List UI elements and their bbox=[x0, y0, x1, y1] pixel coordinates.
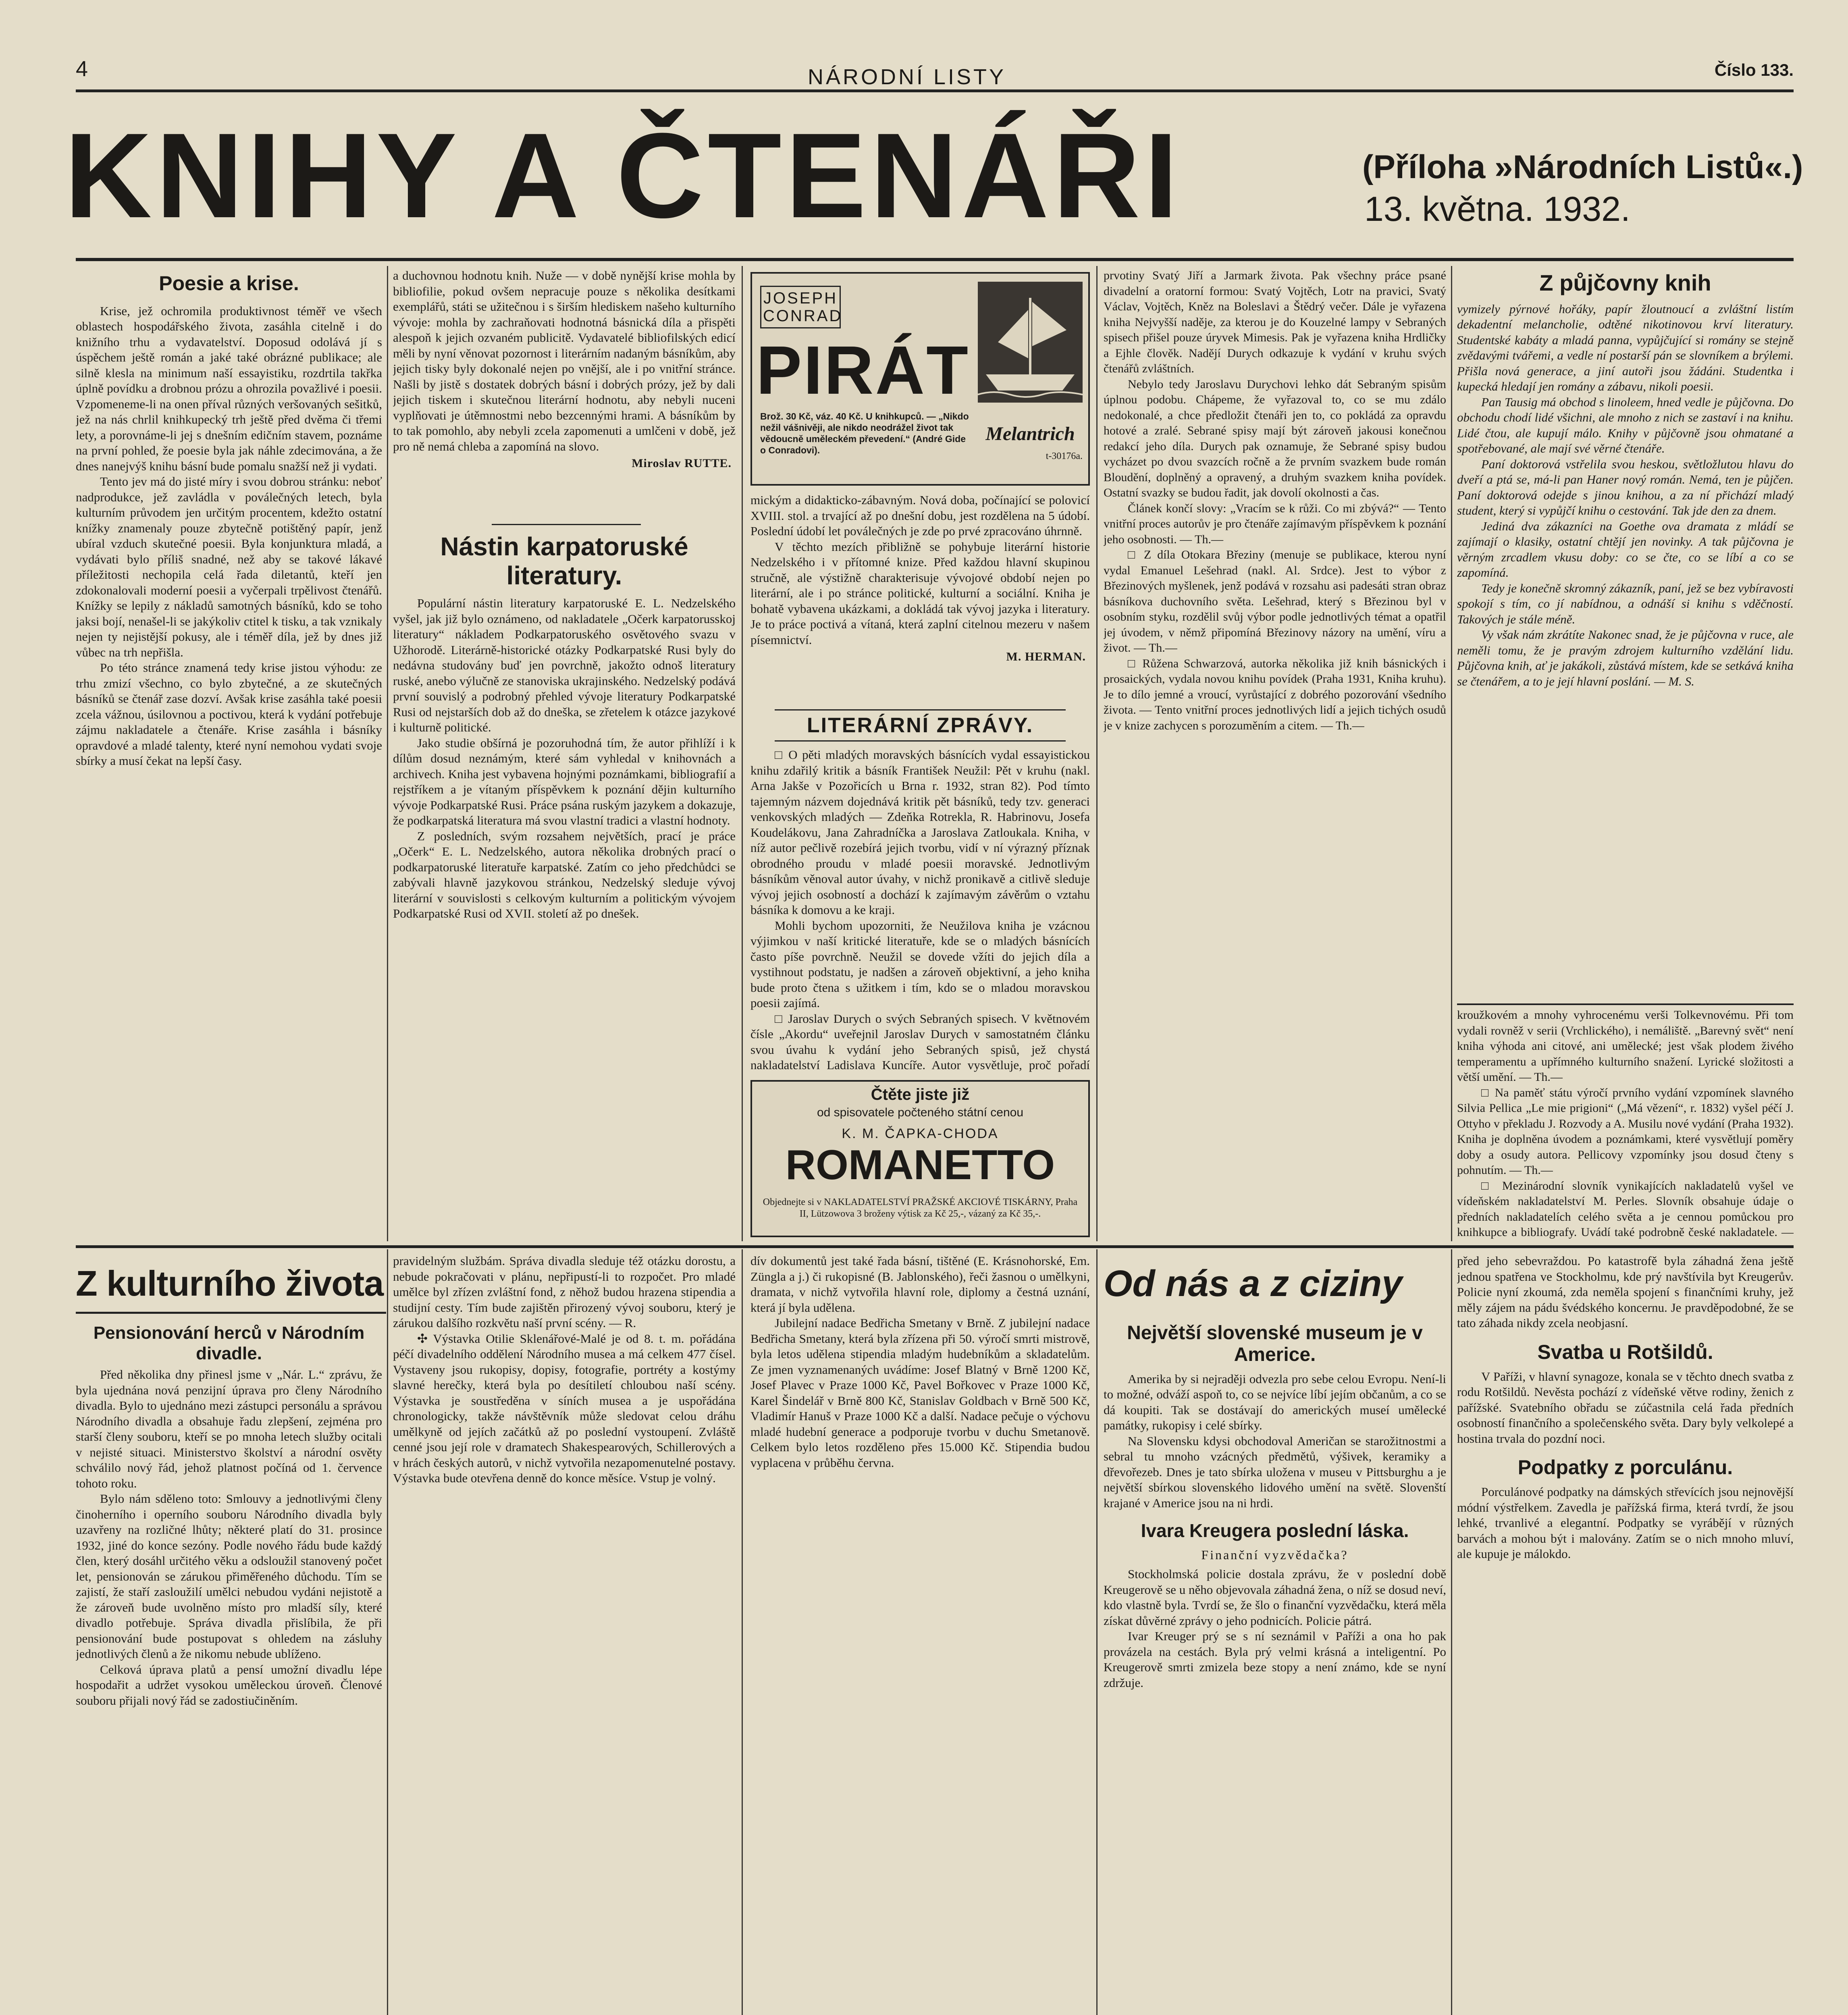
news-item: □ Na paměť státu výročí prvního vydání vzpomínek slavného Silvia Pellica „Le mie prigioni“ („Má vězení“, r. 1832) vyšel péčí J. Ottyho v překladu J. Rozvody a A. Musilu nové vydání (Praha 1932). Kniha je doplněna úvodem a poznámkami, které vysvětlují poměry doby a osudy autora. Pellicovy vzpomínky jsou dosud čteny s pohnutím. — Th.— bbox=[1457, 1086, 1794, 1177]
paragraph: Bylo nám sděleno toto: Smlouvy a jednotlivými členy činoherního i operního souboru Národního divadla byly uzavřeny na rozličné lhůty; některé platí do 31. prosince 1932, jiné do konce sezóny. Podle nového řádu bude každý člen, který dosáhl určitého věku a odsloužil stanovený počet let, pensionován se zárukou přiměřeného důchodu. Tím se zajistí, že staří zasloužilí umělci nebudou vydáni nejistotě a že zároveň bude uvolněno místo pro mladší síly, které divadlo potřebuje. Správa divadla přislíbila, že při pensionování bude postupovat s ohledem na zásluhy jednotlivých členů a že nikomu nebude ublíženo. bbox=[76, 1492, 382, 1661]
advertisement-pirat[interactable] bbox=[750, 272, 1090, 486]
paragraph: Paní doktorová vstřelila svou heskou, světložlutou hlavu do dveří a ptá se, má-li pan Haner nový román. Nemá, ten je půjčen. Paní doktorová odejde s jinou knihou, a za ní přichází mladý student, který si vypůjčí knihu o cestování. Tak jde den za dnem. bbox=[1457, 457, 1794, 518]
divider bbox=[1457, 1003, 1794, 1005]
column-divider bbox=[1451, 266, 1452, 1241]
article-pujcovny bbox=[1457, 268, 1794, 997]
paragraph: prvotiny Svatý Jiří a Jarmark života. Pak všechny práce psané divadelní a oratorní formou: Svatý Vojtěch, Lotr na pravici, Svatý Václav, Vojtěch, Kněz na Boleslavi a Štědrý večer. Dále je vyřazena kniha Nejvyšší naděje, za kterou je do Kouzelné lampy v Sebraných spisech přišel pouze úryvek Mimesis. Pak je vyřazena kniha Hrdličky a Ejhle člověk. Nadějí Durych odkazuje k vydání v kruhu svých čtenářů zvláštních. bbox=[1104, 269, 1446, 375]
paragraph: a duchovnou hodnotu knih. Nuže — v době nynější krise mohla by bibliofilie, pokud ovšem nepracuje pouze s několika desítkami exemplářů, státi se užitečnou i s širším hlediskem našeho kulturního vývoje: mohla by zachraňovati hodnotná básnická díla a přispěti alespoň k jejich ozvaném publicitě. Vydavatelé bibliofilských edicí měli by nyní věnovat pozornost i literárním nadaným básníkům, aby jejich tisky byly dokonalé nejen po vnější, ale i po vnitřní stránce. Našli by jistě s dostatek dobrých básní i dobrých prózy, jež by dali jejich tiskem i skutečnou literární hodnotu, aby nebyli nuceni vyplňovati je útěmnostmi nebo bezcennými hrami. A básníkům by to tak pomohlo, aby nebyli zcela zapomenuti a umlčeni v době, jež pro ně nemá chleba a zapomíná na slovo. bbox=[393, 268, 736, 453]
article-title: Největší slovenské museum je v Americe. bbox=[1127, 1322, 1423, 1365]
news-item: kroužkovém a mnohy vyhrocenému verši Tolkevnovému. Při tom vydali rovněž v serii (Vrchlického), i nemáliště. „Barevný svět“ není kniha výhoda ani citové, ani umělecké; jest však plodem živého temperamentu a upřímného kulturního snažení. Lyrické složitosti a větší umění. — Th.— bbox=[1457, 1008, 1794, 1084]
paragraph: pravidelným službám. Správa divadla sleduje též otázku dorostu, a nebude pokračovati v plánu, nepřipustí-li to rozpočet. Pro mladé umělce byl zřízen zvláštní fond, z něhož budou hrazena stipendia a studijní cesty. Tím bude zajištěn přirozený vývoj souboru, který je zárukou dalšího rozkvětu naší první scény. — R. bbox=[393, 1254, 736, 1330]
column-divider bbox=[742, 266, 743, 1241]
news-item: ✣ Výstavka Otilie Sklenářové-Malé je od 8. t. m. pořádána péčí divadelního oddělení Národního musea a má celkem 477 čísel. Vystaveny jsou rukopisy, dopisy, fotografie, portréty a kostýmy slavné herečky, která byla po desítiletí chloubou naší scény. Výstavka je soustředěna v síních musea a je uspořádána chronologicky, takže návštěvník může sledovat celou dráhu umělkyně od jejích začátků až po poslední vystoupení. Zvláště cenné jsou její role v dramatech Shakespearových, Schillerových a v hrách českých autorů, v nichž vytvořila nezapomenutelné postavy. Výstavka bude otevřena denně do konce měsíce. Vstup je volný. bbox=[393, 1331, 736, 1485]
ad-author: JOSEPH CONRAD bbox=[760, 286, 841, 328]
ad-title: PIRÁT bbox=[756, 332, 970, 409]
paragraph: Na Slovensku kdysi obchodoval Američan se starožitnostmi a sebral tu mnoho vzácných předmětů, výšivek, keramiky a dřevořezeb. Dnes je tato sbírka uložena v museu v Pittsburghu a je největší sbírkou slovenského lidového umění na světě. Slovenští krajané v Americe jsou na ni hrdi. bbox=[1104, 1433, 1446, 1510]
paragraph: Po této stránce znamená tedy krise jistou výhodu: ze trhu zmizí všechno, co bylo zbytečné, a ze skutečných básníků se čtenář zase dozví. Avšak krise zasáhla také poesii zcela vážnou, úsilovnou a poctivou, která k vydání potřebuje zájmu nakladatele a čtenáře. Krise zasáhla i básníky opravdové a mladé talenty, které nyní nemohou vydati svoje sbírky a musí čekat na lepší časy. bbox=[76, 661, 382, 768]
section-title-odnas: Od nás a z ciziny bbox=[1104, 1263, 1403, 1304]
paragraph: Populární nástin literatury karpatoruské E. L. Nedzelského vyšel, jak již bylo oznámeno, od nakladatele „Očerk karpatorusskoj literatury“ nákladem Podkarpatoruského osvětového svazu v Užhorodě. Literárně-historické otázky Podkarpatské Rusi byly do nedávna studovány buď jen povrchně, jakožto odnoš literatury ruské, anebo výlučně ze stanoviska ukrajinského. Nedzelský podává první souvislý a podrobný přehled vývoje literatury Podkarpatské Rusi od nejstarších dob až do dneška, se zřetelem k otázce jazykové i kulturně politické. bbox=[393, 596, 736, 735]
article-poesie bbox=[76, 268, 382, 1241]
ad-author: K. M. ČAPKA-CHODA bbox=[842, 1126, 999, 1141]
ad-code: t-30176a. bbox=[1046, 451, 1083, 461]
paragraph: Jako studie obšírná je pozoruhodná tím, že autor přihlíží i k dílům dosud neznámým, které sám vyhledal v knihovnách a archivech. Kniha jest vybavena hojnými poznámkami, bibliografií a rejstříkem a je vítaným příspěvkem k poznání dějin kulturního vývoje Podkarpatské Rusi. Práce psána ruským jazykem a dokazuje, že podkarpatská literatura má svou vlastní tradici a vlastní hodnoty. bbox=[393, 735, 736, 828]
ad-sub: od spisovatele počteného státní cenou bbox=[817, 1106, 1024, 1119]
page-number: 4 bbox=[76, 57, 88, 81]
paragraph: Článek končí slovy: „Vracím se k růži. Co mi zbývá?“ — Tento vnitřní proces autorův je pro čtenáře zajímavým příspěvkem k poznání jeho osobnosti. — Th.— bbox=[1104, 501, 1446, 546]
article-odnas bbox=[1104, 1320, 1446, 2015]
paragraph: Amerika by si nejraději odvezla pro sebe celou Evropu. Není-li to možné, odváží aspoň to, co se nejvíce líbí jejím občanům, a co se dá koupiti. Tak se dostávají do amerických museí umělecké památky, rukopisy i celé sbírky. bbox=[1104, 1371, 1446, 1432]
paragraph: Celková úprava platů a pensí umožní divadlu lépe hospodařit a udržet vysokou uměleckou úroveň. Členové souboru přijali nový řád se zadostiučiněním. bbox=[76, 1662, 382, 1708]
article-title: Podpatky z porculánu. bbox=[1517, 1456, 1733, 1479]
article-title: Svatba u Rotšildů. bbox=[1537, 1340, 1713, 1363]
article-title: Ivara Kreugera poslední láska. bbox=[1141, 1520, 1409, 1541]
paragraph: vymizely pýrnové hořáky, papír žloutnoucí a zvláštní listím dekadentní melancholie, odtěné nikotinovou krví literatury. Studentské kabáty a mladá panna, vypůjčující si romány se stejně zvědavými tvářemi, a vedle ní postarší pán se slovníkem a brýlemi. Přišla nová generace, a jiní autoři jsou žádáni. Studentka i kupecká hledají jen romány a zábavu, nikoli poesii. bbox=[1457, 301, 1794, 394]
ship-illustration-icon bbox=[978, 282, 1083, 403]
paragraph: V Paříži, v hlavní synagoze, konala se v těchto dnech svatba z rodu Rotšildů. Nevěsta pochází z vídeňské větve rodiny, ženich z pařížské. Svatebního obřadu se zúčastnila celá řada předních osobností finančního a společenského světa. Dary byly velkolepé a hostina trvala do pozdní noci. bbox=[1457, 1369, 1794, 1446]
paragraph: Porculánové podpatky na dámských střevících jsou nejnovější módní výstřelkem. Zavedla je pařížská firma, která tvrdí, že jsou lehké, trvanlivé a elegantní. Podpatky se vyrábějí v různých barvách a mohou být i malovány. Zatím se o nich mnoho mluví, ale kupuje je málokdo. bbox=[1457, 1485, 1794, 1561]
divider bbox=[492, 524, 641, 525]
signature: Miroslav RUTTE. bbox=[632, 457, 732, 470]
news-item: Jubilejní nadace Bedřicha Smetany v Brně. Z jubilejní nadace Bedřicha Smetany, která byla zřízena při 50. výročí smrti mistrově, byla letos udělena stipendia mladým hudebníkům a skladatelům. Ze jmen vyznamenaných uvádíme: Josef Blatný v Brně 1200 Kč, Josef Plavec v Praze 1000 Kč, Pavel Bořkovec v Praze 1000 Kč, Karel Šindelář v Brně 800 Kč, Stanislav Goldbach v Brně 500 Kč, Vladimír Hanuš v Praze 1000 Kč a další. Nadace pečuje o výchovu mladé hudební generace a podporuje tvorbu v duchu Smetanově. Celkem bylo letos rozděleno přes 15.000 Kč. Stipendia budou vyplacena v průběhu června. bbox=[750, 1316, 1090, 1470]
article-sklenarova bbox=[393, 1253, 736, 2015]
header-rule bbox=[76, 89, 1794, 92]
supplement-date: 13. května. 1932. bbox=[1364, 190, 1630, 229]
paragraph: Tedy je konečně skromný zákazník, paní, jež se bez vybíravosti spokojí s tím, co jí nabídnou, a odnáší si knihu s vděčností. Takových je stále méně. bbox=[1457, 581, 1794, 626]
paragraph: Ivar Kreuger prý se s ní seznámil v Paříži a ona ho pak provázela na cestách. Byla prý velmi krásná a inteligentní. Po Kreugerově smrti zmizela beze stopy a není známo, kde se nyní zdržuje. bbox=[1104, 1629, 1446, 1690]
article-durych-continued bbox=[1104, 268, 1446, 1241]
paragraph: Tento jev má do jisté míry i svou dobrou stránku: neboť nadprodukce, jež zavládla v poválečných letech, byla kulturním průvodem jen určitým procentem, kdežto ostatní knížky znamenaly pouze zbytečně potištěný papír, jenž ubíral vzduch skutečné poesii. Byla konjunktura mladá, a vydávati bylo příliš snadné, než aby se takové lákavé příležitosti nechopila celá řada diletantů, kteří jen zdokonalovali moderní poesii a vyčerpali trpělivost čtenářů. Knížky se lepily z nákladů samotných básníků, kdo se toho jaksi bojí, nenašel-li se jakýkoliv ctitel k tisku, a tak vznikaly nejen ty nejistější pokusy, ale i téměř díla, jež by dnes již vůbec na trh nepřišla. bbox=[76, 474, 382, 659]
article-subtitle: Finanční vyzvědačka? bbox=[1201, 1547, 1349, 1562]
ad-pre: Čtěte jiste již bbox=[871, 1086, 970, 1103]
masthead-rule bbox=[76, 258, 1794, 261]
supplement-label: (Příloha »Národních Listů«.) bbox=[1362, 149, 1803, 185]
article-bibliofilie bbox=[393, 268, 736, 518]
news-item: □ O pěti mladých moravských básnících vydal essayistickou knihu zdařilý kritik a básník František Neužil: Pět v kruhu (nakl. Arna Jakše v Pozořicích u Brna r. 1932, stran 82). Pod tímto tajemným názvem dojednává kritik pět básníků, tedy tzv. generaci venkovských mladých — Zdeňka Rotrekla, R. Habrinovu, Josefa Koudelákovu, Jana Zahradníčka a Jaroslava Zatloukala. Kniha, v níž autor pečlivě rozebírá jejich tvorbu, vidí v ní výrazný příznak obrodného proudu v mladé poesii moravské. Jednotlivým básníkům věnoval autor úvahy, v nichž pronikavě a citlivě sleduje vývoj jejich osobností a dochází k zajímavým závěrům o vztahu básníka k domovu a ke kraji. bbox=[750, 748, 1090, 917]
ad-publisher: Melantrich bbox=[985, 423, 1075, 445]
section-rule bbox=[76, 1245, 1794, 1248]
article-karpat-continued bbox=[750, 492, 1090, 702]
paragraph: Pan Tausig má obchod s linoleem, hned vedle je půjčovna. Do obchodu chodí lidé všichni, ale mnoho z nich se zastaví i na knihu. Lidé čtou, ale kupují málo. Knihy v půjčovně jsou ohmatané a spotřebované, ale mají své věrné čtenáře. bbox=[1457, 395, 1794, 456]
signature: M. HERMAN. bbox=[1006, 650, 1086, 663]
article-title: Nástin karpatoruské literatury. bbox=[440, 532, 688, 590]
news-item: □ Mezinárodní slovník vynikajících nakladatelů vyšel ve vídeňském nakladatelství M. Perles. Slovník obsahuje údaje o předních nakladatelích celého světa a je cennou pomůckou pro knihkupce a bibliografy. Uvádí také podrobně české nakladatele. — bbox=[1457, 1179, 1794, 1239]
paragraph: před jeho sebevraždou. Po katastrofě byla záhadná žena ještě jednou spatřena ve Stockholmu, kde prý navštívila byt Kreugerův. Policie nyní zkoumá, zda neměla spojení s finančními kruhy, jež měly zájem na pádu švédského koncernu. Je pravděpodobné, že se tato záhada nikdy zcela neobjasní. bbox=[1457, 1254, 1794, 1330]
article-title: Pensionování herců v Národním divadle. bbox=[93, 1323, 365, 1363]
paragraph: Jediná dva zákazníci na Goethe ova dramata z mládí se zajímají o klasiky, ostatní chtějí jen novinky. A tak půjčovna je věrným zrcadlem vkusu doby: co se čte, co se líbí a co se zapomíná. bbox=[1457, 519, 1794, 580]
article-title: Poesie a krise. bbox=[159, 272, 299, 295]
column-divider bbox=[1096, 266, 1098, 1241]
paragraph: Z posledních, svým rozsahem největších, prací je práce „Očerk“ E. L. Nedzelského, autora několika drobných prací o podkarpatoruské literatuře karpatské. Zatím co jeho předchůdci se zabývali hlavně jazykovou stránkou, Nedzelský sleduje vývoj literární v souvislosti s celkovým kulturním a politickým vývojem Podkarpatské Rusi od XVII. století až po dnešek. bbox=[393, 829, 736, 921]
paragraph: Nebylo tedy Jaroslavu Durychovi lehko dát Sebraným spisům úplnou podobu. Chápeme, že vyřazoval to, co se mu zdálo nedokonalé, a chce předložit čtenáři jen to, co pokládá za opravdu hotové a zralé. Sebrané spisy mají být zároveň jakousi konečnou redakcí jeho díla. Durych pak oznamuje, že Sebrané spisy budou vycházet po dvou svazcích ročně a že prvním svazkem bude román Bloudění, doplněný a opravený, a druhým svazkem kniha povídek. Ostatní svazky se budou řadit, jak dovolí okolnosti a čas. bbox=[1104, 377, 1446, 499]
paragraph: Před několika dny přinesl jsme v „Nár. L.“ zprávu, že byla ujednána nová penzijní úprava pro členy Národního divadla. Bylo to ujednáno mezi zástupci personálu a správou Národního divadla a obsahuje řadu zlepšení, zejména pro starší členy souboru, kteří se po mnoha letech služby ocitali v nejisté situaci. Ministerstvo školství a národní osvěty schválilo nový řád, jehož platnost počíná od 1. července tohoto roku. bbox=[76, 1367, 382, 1490]
section-title: LITERÁRNÍ ZPRÁVY. bbox=[775, 709, 1066, 742]
article-ciziny-continued bbox=[1457, 1253, 1794, 2015]
paragraph: mickým a didakticko-zábavným. Nová doba, počínající se polovicí XVIII. stol. a trvající až po dnešní dobu, jest rozdělena na 5 údobí. Poslední údobí let poválečných je zde po prvé zpracováno úhrnně. bbox=[750, 493, 1090, 538]
paragraph: dív dokumentů jest také řada básní, tištěné (E. Krásnohorské, Em. Züngla a j.) či rukopisné (B. Jablonského), řeči žasnou o umělkyni, dramata, v nichž vytvořila hlavní role, diplomy a čestná uznání, která jí byla udělena. bbox=[750, 1254, 1090, 1315]
news-item: □ Růžena Schwarzová, autorka několika již knih básnických i prosaických, vydala novou knihu povídek (Praha 1931, Kniha kruhu). Je to dílo jemné a vroucí, vyrůstající z dobrého pozorování všedního života. — Tento vnitřní proces jednotlivých lidí a jejich tichých osudů je v knize zachycen s porozuměním a citem. — Th.— bbox=[1104, 656, 1446, 732]
issue-number: Číslo 133. bbox=[1714, 60, 1794, 79]
article-karpat bbox=[393, 530, 736, 1241]
literary-notes bbox=[1457, 1008, 1794, 1241]
ad-title: ROMANETTO bbox=[785, 1142, 1055, 1188]
column-divider bbox=[1096, 1249, 1098, 2015]
news-item: Mohli bychom upozorniti, že Neužilova kniha je vzácnou výjimkou v naší kritické literatuře, kde se o mladých básnících často píše povrchně. Neužil se dovede vžíti do jejich díla a vystihnout podstatu, je nadšen a zároveň objektivní, a jeho kniha bude proto čtena s užitkem i tím, kdo se o mladou moravskou poesii zajímá. bbox=[750, 918, 1090, 1010]
paragraph: Stockholmská policie dostala zprávu, že v poslední době Kreugerově se u něho objevovala záhadná žena, o níž se dosud neví, kdo vlastně byla. Tvrdí se, že šlo o finanční vyzvědačku, která měla získat důvěrné zprávy o jeho podnicích. Policie pátrá. bbox=[1104, 1567, 1446, 1628]
column-divider bbox=[742, 1249, 743, 2015]
article-pensionovani bbox=[76, 1320, 382, 2015]
section-title-kulturni: Z kulturního života bbox=[76, 1253, 386, 1314]
article-literarni-zpravy bbox=[750, 709, 1090, 1072]
news-item: □ Z díla Otokara Březiny (menuje se publikace, kterou nyní vydal Emanuel Lešehrad (nakl. Al. Srdce). Jest to výbor z Březinových myšlenek, jenž podává v rozsahu asi padesáti stran obraz básníkova duchovního světa. Lešehrad, který s Březinou byl v osobním styku, rozdělil svůj výbor podle jednotlivých témat a opatřil jej úvodem, v němž připomíná Březinovy názory na umění, víru a život. — Th.— bbox=[1104, 548, 1446, 654]
paragraph: V těchto mezích přibližně se pohybuje literární historie Nedzelského i v přítomné knize. Před každou hlavní skupinou stručně, ale výstižně charakterisuje vývojové období nejen po literární, ale i po stránce politické, kulturní a sociální. Kniha je bohatě vybavena ukázkami, a dokládá tak vývoj jazyka i literatury. Je to práce poctivá a vítaná, která zaplní citelnou mezeru v našem písemnictví. bbox=[750, 539, 1090, 647]
paragraph: Vy však nám zkrátíte Nakonec snad, že je půjčovna v ruce, ale neměli tomu, že je pravým zdrojem kulturního vzdělání lidu. Půjčovna knih, ať je jakákoli, zůstává místem, kde se setkává kniha se čtenářem, a to je její hlavní poslání. — M. S. bbox=[1457, 627, 1794, 688]
advertisement-romanetto[interactable] bbox=[750, 1080, 1090, 1237]
article-title: Z půjčovny knih bbox=[1539, 270, 1711, 295]
ad-text: Brož. 30 Kč, váz. 40 Kč. U knihkupců. — „Nikdo nežil vášnivěji, ale nikdo neodrážel život tak vědoucně uměleckém převedení.“ (André Gide o Conradovi). bbox=[760, 411, 969, 455]
column-divider bbox=[1451, 1249, 1452, 2015]
column-divider bbox=[387, 1249, 388, 2015]
article-smetana bbox=[750, 1253, 1090, 2015]
column-divider bbox=[387, 266, 388, 1241]
paragraph: Krise, jež ochromila produktivnost téměř ve všech oblastech hospodářského života, zasáhla citelně i do knižního trhu a vydavatelství. Doposud odolává jí s úspěchem ještě román a jaké také obrázné publikace; ale silně klesla na minimum naší essayistiku, rozdrtila takřka úplně povídku a drobnou prózu a ohrozila považlivé i poesii. Vzpomeneme-li na onen příval různých veršovaných sešitků, jež na nás chrlil knihkupecký trh ještě před dvěma či třemi lety, a porovnáme-li jej s dnešním edičním stavem, poznáme na první pohled, že poesie byla jak náhle zdecimována, a že dnes nanejvýš knihu básní bude pomalu snažší než ji vydati. bbox=[76, 303, 382, 473]
masthead-title: KNIHY A ČTENÁŘI bbox=[64, 108, 1182, 243]
ad-text: Objednejte si v NAKLADATELSTVÍ PRAŽSKÉ AKCIOVÉ TISKÁRNY, Praha II, Lützowova 3 broženy výtisk za Kč 25,-, vázaný za Kč 35,-. bbox=[763, 1197, 1078, 1219]
newspaper-name: NÁRODNÍ LISTY bbox=[807, 65, 1006, 89]
news-item: □ Jaroslav Durych o svých Sebraných spisech. V květnovém čísle „Akordu“ uveřejnil Jaroslav Durych v samostatném článku svou úvahu k vydání jeho Sebraných spisů, jež chystá nakladatelství Ladislava Kuncíře. Autor vysvětluje, proč pořadí bbox=[750, 1011, 1090, 1072]
